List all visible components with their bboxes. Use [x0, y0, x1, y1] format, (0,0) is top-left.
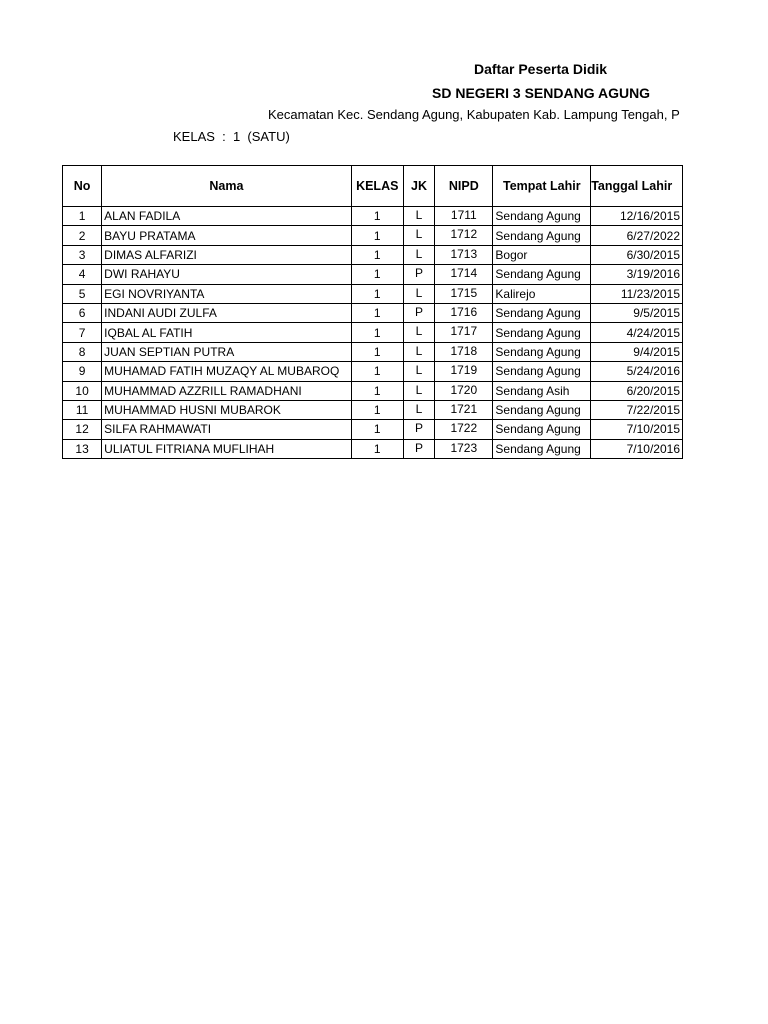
school-name: SD NEGERI 3 SENDANG AGUNG [432, 85, 651, 101]
cell-no: 8 [63, 342, 102, 361]
table-row [63, 284, 683, 303]
cell-nama: MUHAMMAD AZZRILL RAMADHANI [102, 381, 351, 400]
cell-nipd: 1714 [435, 265, 493, 284]
cell-nipd: 1713 [435, 245, 493, 264]
table-row [63, 323, 683, 342]
cell-nipd: 1717 [435, 323, 493, 342]
cell-kelas: 1 [351, 381, 403, 400]
cell-jk: L [403, 400, 434, 419]
cell-tempat-lahir: Sendang Agung [493, 342, 591, 361]
cell-nipd: 1722 [435, 420, 493, 439]
cell-jk: L [403, 245, 434, 264]
cell-no: 7 [63, 323, 102, 342]
table-row [63, 362, 683, 381]
cell-kelas: 1 [351, 303, 403, 322]
table-row [63, 303, 683, 322]
cell-kelas: 1 [351, 284, 403, 303]
table-row [63, 245, 683, 264]
table-row [63, 439, 683, 458]
cell-nama: SILFA RAHMAWATI [102, 420, 351, 439]
cell-no: 10 [63, 381, 102, 400]
cell-nama: DIMAS ALFARIZI [102, 245, 351, 264]
table-row [63, 226, 683, 245]
table-row [63, 342, 683, 361]
cell-tempat-lahir: Sendang Agung [493, 323, 591, 342]
table-body [63, 207, 683, 459]
cell-no: 4 [63, 265, 102, 284]
student-table-container [62, 165, 683, 459]
cell-jk: L [403, 226, 434, 245]
cell-kelas: 1 [351, 439, 403, 458]
cell-tempat-lahir: Sendang Asih [493, 381, 591, 400]
cell-jk: L [403, 381, 434, 400]
cell-nipd: 1715 [435, 284, 493, 303]
cell-tempat-lahir: Kalirejo [493, 284, 591, 303]
cell-kelas: 1 [351, 265, 403, 284]
cell-nama: BAYU PRATAMA [102, 226, 351, 245]
cell-jk: L [403, 323, 434, 342]
cell-tanggal-lahir: 9/5/2015 [591, 303, 683, 322]
cell-no: 2 [63, 226, 102, 245]
cell-tempat-lahir: Sendang Agung [493, 420, 591, 439]
table-row [63, 265, 683, 284]
cell-tempat-lahir: Sendang Agung [493, 362, 591, 381]
cell-kelas: 1 [351, 362, 403, 381]
cell-nipd: 1721 [435, 400, 493, 419]
cell-tempat-lahir: Sendang Agung [493, 439, 591, 458]
column-header-kelas: KELAS [351, 166, 403, 207]
cell-jk: L [403, 207, 434, 226]
cell-tempat-lahir: Sendang Agung [493, 226, 591, 245]
location-line: Kecamatan Kec. Sendang Agung, Kabupaten Kab. Lampung Tengah, P [268, 107, 680, 122]
cell-kelas: 1 [351, 342, 403, 361]
cell-tanggal-lahir: 5/24/2016 [591, 362, 683, 381]
table-row [63, 381, 683, 400]
cell-no: 11 [63, 400, 102, 419]
class-line: KELAS : 1 (SATU) [173, 129, 290, 144]
cell-tanggal-lahir: 11/23/2015 [591, 284, 683, 303]
cell-no: 12 [63, 420, 102, 439]
cell-tempat-lahir: Sendang Agung [493, 303, 591, 322]
table-header-row [63, 166, 683, 207]
document-title: Daftar Peserta Didik [474, 61, 608, 77]
cell-no: 3 [63, 245, 102, 264]
cell-no: 1 [63, 207, 102, 226]
column-header-nipd: NIPD [435, 166, 493, 207]
cell-tempat-lahir: Sendang Agung [493, 207, 591, 226]
cell-kelas: 1 [351, 245, 403, 264]
cell-tanggal-lahir: 4/24/2015 [591, 323, 683, 342]
cell-jk: L [403, 342, 434, 361]
cell-nama: DWI RAHAYU [102, 265, 351, 284]
cell-jk: L [403, 284, 434, 303]
cell-nama: JUAN SEPTIAN PUTRA [102, 342, 351, 361]
cell-jk: P [403, 265, 434, 284]
cell-kelas: 1 [351, 400, 403, 419]
cell-jk: L [403, 362, 434, 381]
table-row [63, 207, 683, 226]
cell-no: 9 [63, 362, 102, 381]
cell-kelas: 1 [351, 226, 403, 245]
cell-tempat-lahir: Bogor [493, 245, 591, 264]
cell-tanggal-lahir: 3/19/2016 [591, 265, 683, 284]
cell-tanggal-lahir: 7/10/2016 [591, 439, 683, 458]
cell-nipd: 1716 [435, 303, 493, 322]
cell-tanggal-lahir: 6/27/2022 [591, 226, 683, 245]
cell-nipd: 1718 [435, 342, 493, 361]
cell-tanggal-lahir: 12/16/2015 [591, 207, 683, 226]
cell-kelas: 1 [351, 420, 403, 439]
cell-jk: P [403, 420, 434, 439]
cell-tanggal-lahir: 6/20/2015 [591, 381, 683, 400]
cell-nipd: 1719 [435, 362, 493, 381]
cell-tanggal-lahir: 9/4/2015 [591, 342, 683, 361]
cell-nama: IQBAL AL FATIH [102, 323, 351, 342]
cell-nama: EGI NOVRIYANTA [102, 284, 351, 303]
column-header-jk: JK [403, 166, 434, 207]
cell-nipd: 1711 [435, 207, 493, 226]
cell-nipd: 1720 [435, 381, 493, 400]
cell-nama: ULIATUL FITRIANA MUFLIHAH [102, 439, 351, 458]
cell-nama: INDANI AUDI ZULFA [102, 303, 351, 322]
cell-nipd: 1712 [435, 226, 493, 245]
cell-nama: MUHAMMAD HUSNI MUBAROK [102, 400, 351, 419]
cell-no: 6 [63, 303, 102, 322]
cell-kelas: 1 [351, 323, 403, 342]
column-header-tanggal-lahir: Tanggal Lahir [591, 166, 683, 207]
cell-nama: ALAN FADILA [102, 207, 351, 226]
cell-jk: P [403, 303, 434, 322]
table-row [63, 400, 683, 419]
cell-nama: MUHAMAD FATIH MUZAQY AL MUBAROQ [102, 362, 351, 381]
cell-no: 13 [63, 439, 102, 458]
cell-tempat-lahir: Sendang Agung [493, 400, 591, 419]
cell-tanggal-lahir: 7/10/2015 [591, 420, 683, 439]
cell-nipd: 1723 [435, 439, 493, 458]
student-table [62, 165, 683, 459]
cell-tempat-lahir: Sendang Agung [493, 265, 591, 284]
cell-tanggal-lahir: 6/30/2015 [591, 245, 683, 264]
table-row [63, 420, 683, 439]
column-header-nama: Nama [102, 166, 351, 207]
cell-tanggal-lahir: 7/22/2015 [591, 400, 683, 419]
column-header-no: No [63, 166, 102, 207]
cell-jk: P [403, 439, 434, 458]
cell-kelas: 1 [351, 207, 403, 226]
column-header-tempat-lahir: Tempat Lahir [493, 166, 591, 207]
cell-no: 5 [63, 284, 102, 303]
